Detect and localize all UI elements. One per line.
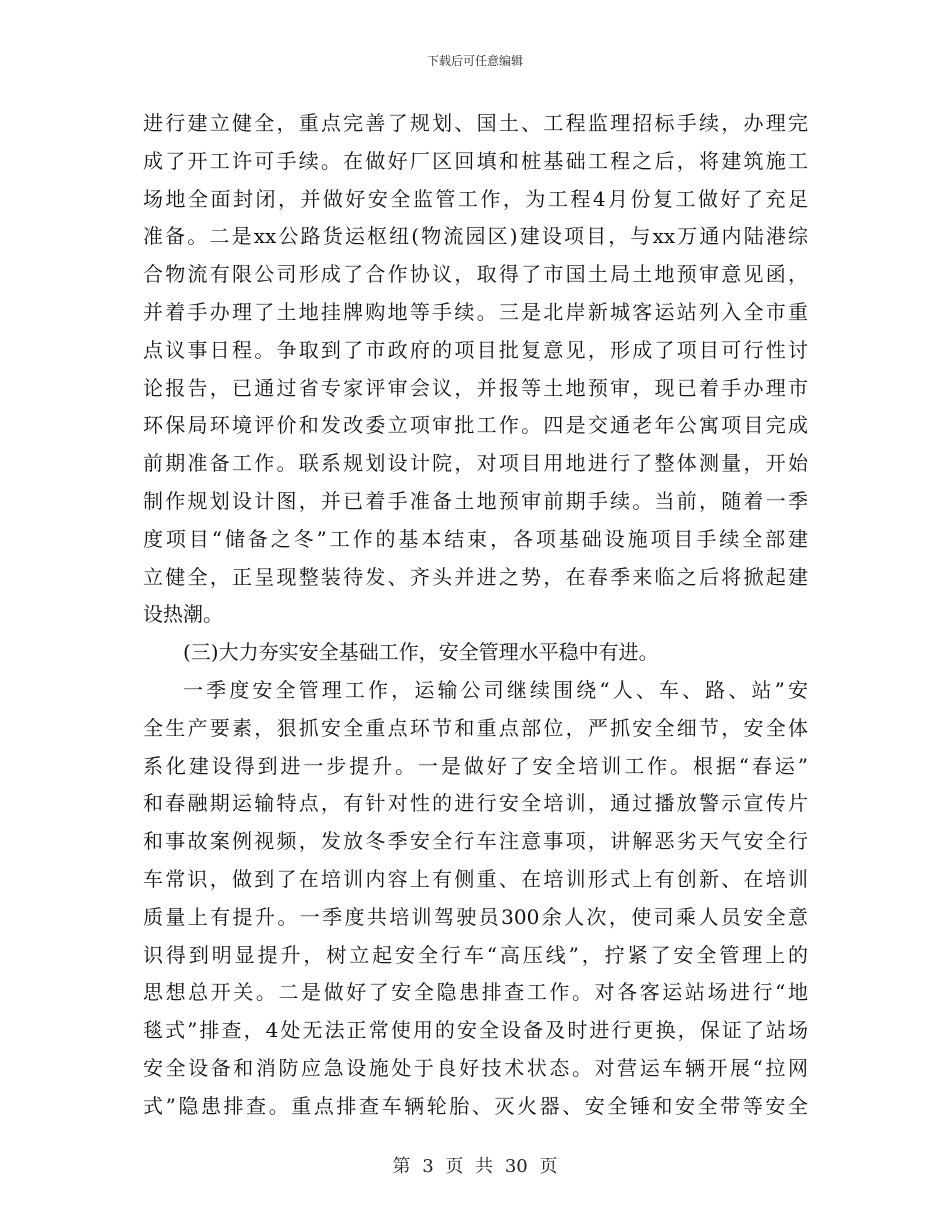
text-line: 式”隐患排查。重点排查车辆轮胎、灭火器、安全锤和安全带等安全: [143, 1093, 808, 1118]
document-body: [143, 105, 808, 1126]
text-line: 前期准备工作。联系规划设计院，对项目用地进行了整体测量，开始: [143, 451, 808, 476]
text-line: 一季度安全管理工作，运输公司继续围绕“人、车、路、站”安: [183, 677, 808, 702]
text-line: 点议事日程。争取到了市政府的项目批复意见，形成了项目可行性讨: [143, 337, 808, 362]
text-line: 场地全面封闭，并做好安全监管工作，为工程4月份复工做好了充足: [143, 186, 808, 211]
text-line: 全生产要素，狠抓安全重点环节和重点部位，严抓安全细节，安全体: [143, 715, 808, 740]
text-line: 思想总开关。二是做好了安全隐患排查工作。对各客运站场进行“地: [143, 980, 808, 1005]
text-line: 识得到明显提升，树立起安全行车“高压线”，拧紧了安全管理上的: [143, 942, 808, 967]
page-header-note: 下载后可任意编辑: [426, 54, 523, 68]
text-line: 并着手办理了土地挂牌购地等手续。三是北岸新城客运站列入全市重: [143, 299, 808, 324]
text-line: 论报告，已通过省专家评审会议，并报等土地预审，现已着手办理市: [143, 375, 808, 400]
text-line: 质量上有提升。一季度共培训驾驶员300余人次，使司乘人员安全意: [143, 904, 808, 929]
text-line: 成了开工许可手续。在做好厂区回填和桩基础工程之后，将建筑施工: [143, 148, 808, 173]
text-line: 准备。二是xx公路货运枢纽(物流园区)建设项目，与xx万通内陆港综: [143, 224, 808, 249]
text-line: 合物流有限公司形成了合作协议，取得了市国土局土地预审意见函，: [143, 262, 808, 287]
text-line: (三)大力夯实安全基础工作，安全管理水平稳中有进。: [183, 640, 659, 665]
text-line: 进行建立健全，重点完善了规划、国土、工程监理招标手续，办理完: [143, 111, 808, 135]
text-line: 立健全，正呈现整装待发、齐头并进之势，在春季来临之后将掀起建: [143, 564, 808, 589]
text-line: 系化建设得到进一步提升。一是做好了安全培训工作。根据“春运”: [143, 753, 808, 778]
text-line: 设热潮。: [143, 602, 223, 627]
text-line: 制作规划设计图，并已着手准备土地预审前期手续。当前，随着一季: [143, 488, 808, 513]
text-line: 安全设备和消防应急设施处于良好技术状态。对营运车辆开展“拉网: [143, 1055, 808, 1080]
text-line: 和春融期运输特点，有针对性的进行安全培训，通过播放警示宣传片: [143, 791, 808, 816]
text-line: 车常识，做到了在培训内容上有侧重、在培训形式上有创新、在培训: [143, 866, 808, 891]
page-number: 第 3 页 共 30 页: [392, 1156, 558, 1177]
text-line: 和事故案例视频，发放冬季安全行车注意事项，讲解恶劣天气安全行: [143, 829, 808, 854]
text-line: 环保局环境评价和发改委立项审批工作。四是交通老年公寓项目完成: [143, 413, 808, 438]
text-line: 度项目“储备之冬”工作的基本结束，各项基础设施项目手续全部建: [143, 526, 808, 551]
text-line: 毯式”排查，4处无法正常使用的安全设备及时进行更换，保证了站场: [143, 1018, 808, 1043]
